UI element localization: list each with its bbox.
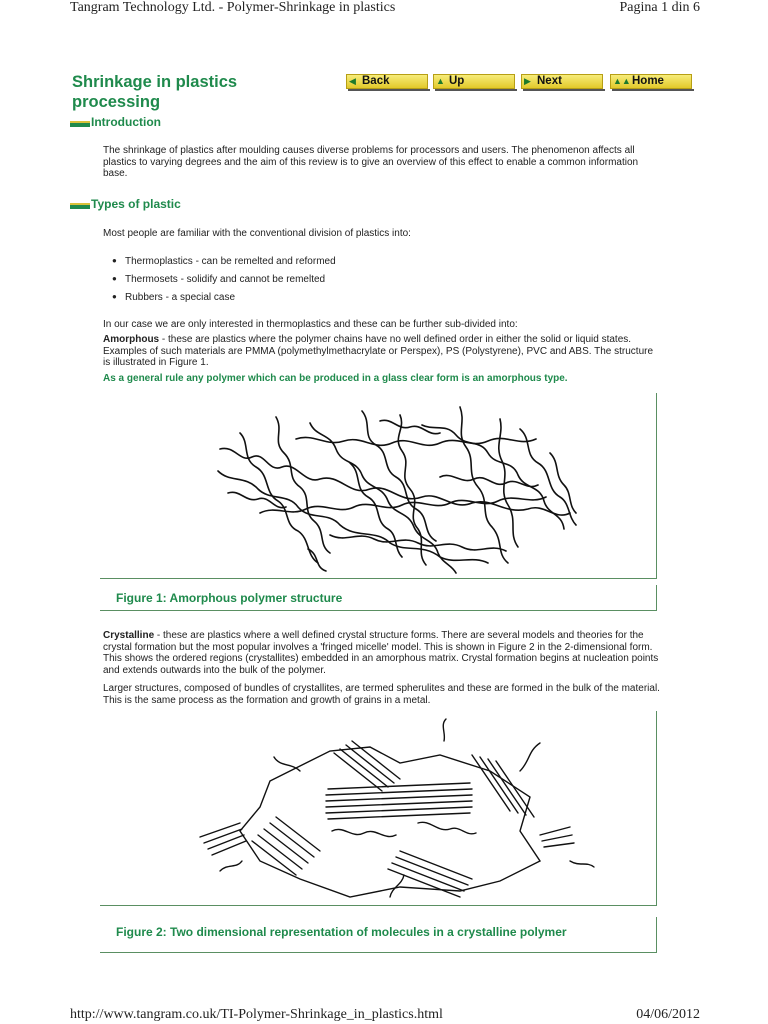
subdivided-text: In our case we are only interested in thermoplastics and these can be further sub-divided into: bbox=[103, 319, 518, 330]
crystalline-paragraph bbox=[103, 630, 663, 676]
section-marker-icon bbox=[70, 203, 90, 209]
figure-1-frame bbox=[100, 393, 657, 579]
back-button[interactable]: ◀ Back bbox=[346, 74, 428, 92]
glass-clear-rule: As a general rule any polymer which can be produced in a glass clear form is an amorphous type. bbox=[103, 373, 568, 384]
figure-2-caption-frame bbox=[100, 917, 657, 953]
types-intro: Most people are familiar with the conventional division of plastics into: bbox=[103, 228, 411, 239]
crystalline-text: - these are plastics where a well defined crystal structure forms. There are several models and theories for the crystal formation but the most popular involves a 'fringed micelle' model. This is shown in Figure 2 in the 2-dimensional form. This shows the ordered regions (crystallites) embedded in an amorphous matrix. Crystal formation begins at nucleation points and extends outwards into the bulk of the polymer. bbox=[103, 630, 659, 676]
list-item: ● Thermosets - solidify and cannot be remelted bbox=[125, 274, 325, 285]
crystalline-structure-illustration bbox=[100, 711, 657, 906]
print-footer-url[interactable]: http://www.tangram.co.uk/TI-Polymer-Shrinkage_in_plastics.html bbox=[70, 1007, 443, 1022]
up-arrow-icon: ▲ bbox=[436, 76, 445, 86]
print-footer-date: 04/06/2012 bbox=[636, 1007, 700, 1022]
figure-1-caption-frame bbox=[100, 585, 657, 611]
amorphous-structure-illustration bbox=[100, 393, 657, 579]
home-button[interactable]: ▲▲ Home bbox=[610, 74, 692, 92]
section-marker-icon bbox=[70, 121, 90, 127]
figure-2-caption: Figure 2: Two dimensional representation of molecules in a crystalline polymer bbox=[116, 925, 567, 939]
amorphous-term: Amorphous bbox=[103, 334, 160, 345]
print-header-title: Tangram Technology Ltd. - Polymer-Shrinkage in plastics bbox=[70, 0, 396, 15]
print-header bbox=[70, 0, 700, 20]
next-button[interactable]: ▶ Next bbox=[521, 74, 603, 92]
amorphous-text: - these are plastics where the polymer chains have no well defined order in either the solid or liquid states. Examples of such materials are PMMA (polymethylmethacrylate or Perspex), PS (Polystyrene), PVC and ABS. The structure is illustrated in Figure 1. bbox=[103, 334, 654, 368]
print-header-page: Pagina 1 din 6 bbox=[619, 0, 700, 15]
list-item: ● Thermoplastics - can be remelted and reformed bbox=[125, 256, 336, 267]
back-arrow-icon: ◀ bbox=[349, 76, 356, 86]
amorphous-paragraph bbox=[103, 334, 663, 369]
list-item: ● Rubbers - a special case bbox=[125, 292, 235, 303]
page-title: Shrinkage in plastics processing bbox=[72, 73, 238, 111]
next-arrow-icon: ▶ bbox=[524, 76, 531, 86]
figure-1-caption: Figure 1: Amorphous polymer structure bbox=[116, 591, 343, 605]
spherulites-text: Larger structures, composed of bundles of crystallites, are termed spherulites and these are formed in the bulk of the material. This is the same process as the formation and growth of grains in a metal. bbox=[103, 683, 660, 706]
up-button[interactable]: ▲ Up bbox=[433, 74, 515, 92]
figure-2-frame bbox=[100, 711, 657, 906]
crystalline-term: Crystalline bbox=[103, 630, 155, 641]
home-icon: ▲▲ bbox=[613, 76, 631, 86]
introduction-text: The shrinkage of plastics after moulding causes diverse problems for processors and users. The phenomenon affects all plastics to varying degrees and the aim of this review is to give an overview of this effect to enable a common information base. bbox=[103, 145, 639, 179]
